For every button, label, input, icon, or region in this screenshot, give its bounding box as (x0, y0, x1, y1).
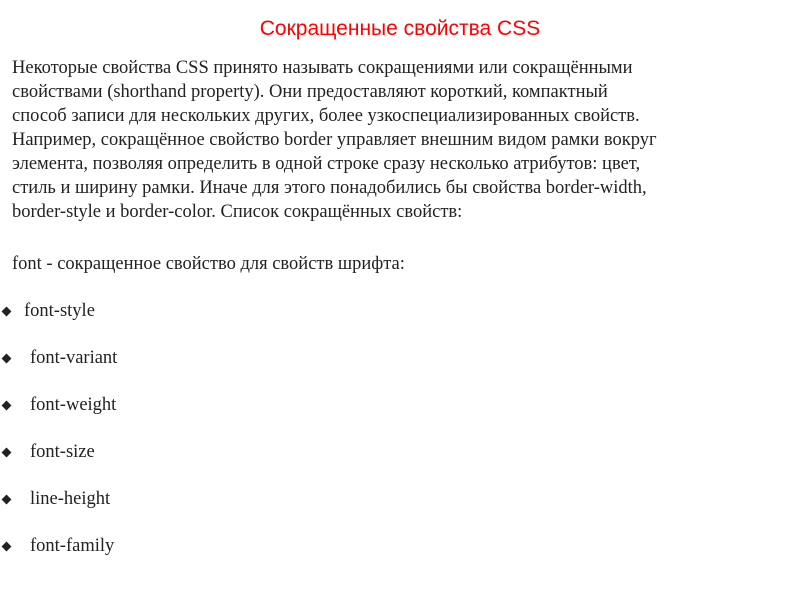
diamond-bullet-icon (2, 307, 12, 317)
diamond-bullet-icon (2, 542, 12, 552)
list-item-text: font-variant (30, 348, 118, 368)
paragraph-line: элемента, позволяя определить в одной строке сразу несколько атрибутов: цвет, (12, 154, 641, 174)
list-item-text: font-style (24, 301, 95, 321)
description-paragraph (12, 56, 798, 224)
diamond-bullet-icon (2, 354, 12, 364)
list-item-text: font-family (30, 536, 115, 556)
paragraph-line: Например, сокращённое свойство border управляет внешним видом рамки вокруг (12, 130, 657, 150)
font-shorthand-intro: font - сокращенное свойство для свойств шрифта: (12, 254, 405, 274)
paragraph-line: свойствами (shorthand property). Они предоставляют короткий, компактный (12, 82, 608, 102)
paragraph-line: стиль и ширину рамки. Иначе для этого понадобились бы свойства border-width, (12, 178, 647, 198)
diamond-bullet-icon (2, 448, 12, 458)
slide-title: Сокращенные свойства CSS (259, 17, 541, 40)
list-item-text: font-size (30, 442, 95, 462)
diamond-bullet-icon (2, 495, 12, 505)
diamond-bullet-icon (2, 401, 12, 411)
paragraph-line: border-style и border-color. Список сокращённых свойств: (12, 202, 463, 222)
paragraph-line: способ записи для нескольких других, более узкоспециализированных свойств. (12, 106, 640, 126)
list-item-text: font-weight (30, 395, 117, 415)
paragraph-line: Некоторые свойства CSS принято называть сокращениями или сокращёнными (12, 58, 633, 78)
list-item-text: line-height (30, 489, 111, 509)
